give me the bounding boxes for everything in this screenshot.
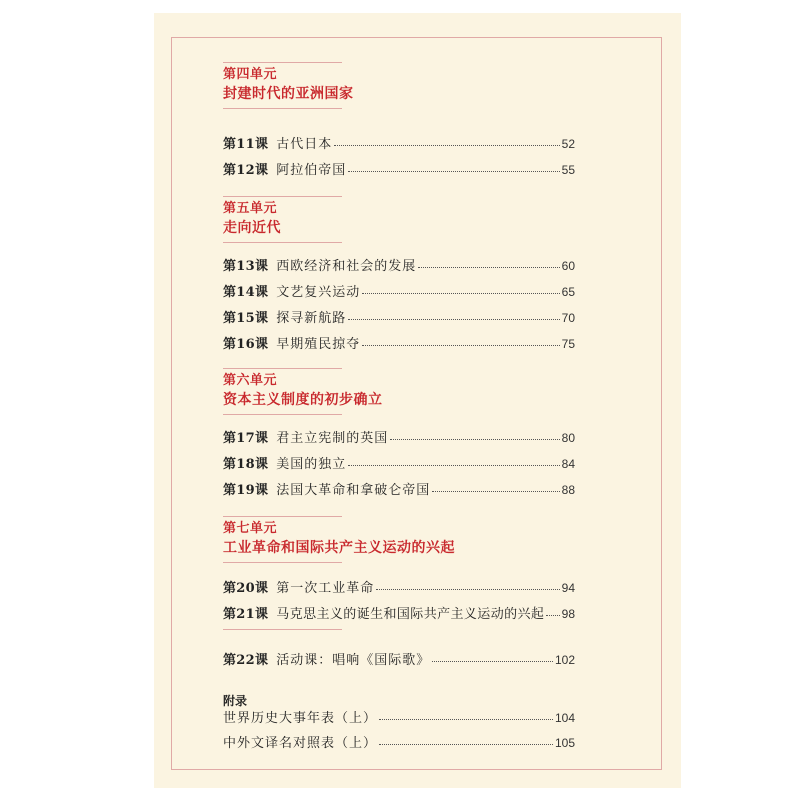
unit-rule: [223, 242, 342, 243]
page-number: 94: [561, 581, 575, 595]
appendix-title: 世界历史大事年表（上）: [223, 711, 378, 726]
appendix-heading: 附录: [223, 694, 248, 708]
lesson-title: 古代日本: [276, 137, 333, 152]
unit-title: 封建时代的亚洲国家: [223, 86, 354, 102]
lesson-number: 第14课: [223, 285, 269, 300]
dot-leader: [362, 345, 559, 346]
unit-rule: [223, 414, 342, 415]
unit-number: 第六单元: [223, 373, 278, 388]
dot-leader: [376, 589, 559, 590]
lesson-number: 第22课: [223, 653, 269, 668]
page-number: 84: [561, 457, 575, 471]
book-page: [154, 13, 681, 788]
unit-rule: [223, 368, 342, 369]
page-number: 80: [561, 431, 575, 445]
toc-entry-lesson-15[interactable]: [223, 310, 575, 327]
toc-entry-lesson-12[interactable]: [223, 162, 575, 179]
lesson-number: 第15课: [223, 311, 269, 326]
dot-leader: [390, 439, 559, 440]
unit-rule: [223, 196, 342, 197]
lesson-number: 第17课: [223, 431, 269, 446]
unit-title: 走向近代: [223, 220, 281, 236]
toc-entry-lesson-14[interactable]: [223, 284, 575, 301]
toc-entry-lesson-11[interactable]: [223, 136, 575, 153]
dot-leader: [379, 719, 553, 720]
dot-leader: [432, 491, 559, 492]
dot-leader: [379, 744, 553, 745]
lesson-number: 第21课: [223, 607, 269, 622]
appendix-title: 中外文译名对照表（上）: [223, 736, 378, 751]
page-number: 104: [554, 711, 575, 725]
unit-7-header: [223, 516, 623, 563]
lesson-title: 活动课：唱响《国际歌》: [276, 653, 431, 668]
lesson-number: 第19课: [223, 483, 269, 498]
page-number: 88: [561, 483, 575, 497]
dot-leader: [546, 615, 559, 616]
unit-rule: [223, 108, 342, 109]
page-number: 98: [561, 607, 575, 621]
unit-number: 第四单元: [223, 67, 278, 82]
unit-rule: [223, 562, 342, 563]
page-number: 55: [561, 163, 575, 177]
page-number: 70: [561, 311, 575, 325]
lesson-number: 第18课: [223, 457, 269, 472]
toc-entry-appendix-glossary[interactable]: [223, 735, 575, 752]
page-number: 52: [561, 137, 575, 151]
lesson-number: 第13课: [223, 259, 269, 274]
lesson-number: 第20课: [223, 581, 269, 596]
lesson-title: 探寻新航路: [276, 311, 347, 326]
dot-leader: [348, 465, 559, 466]
dot-leader: [432, 661, 553, 662]
page-number: 105: [554, 736, 575, 750]
toc-entry-appendix-chronology[interactable]: [223, 710, 575, 727]
toc-content: [172, 38, 661, 769]
unit-title: 工业革命和国际共产主义运动的兴起: [223, 540, 455, 556]
lesson-title: 第一次工业革命: [276, 581, 375, 596]
dot-leader: [362, 293, 559, 294]
unit-rule: [223, 516, 342, 517]
page-number: 65: [561, 285, 575, 299]
unit-4-header: [223, 62, 623, 109]
page-number: 102: [554, 653, 575, 667]
lesson-title: 君主立宪制的英国: [276, 431, 389, 446]
toc-entry-lesson-13[interactable]: [223, 258, 575, 275]
toc-entry-lesson-20[interactable]: [223, 580, 575, 597]
lesson-title: 文艺复兴运动: [276, 285, 361, 300]
page-number: 75: [561, 337, 575, 351]
toc-entry-lesson-19[interactable]: [223, 482, 575, 499]
lesson-number: 第16课: [223, 337, 269, 352]
unit-6-header: [223, 368, 623, 415]
lesson-number: 第12课: [223, 163, 269, 178]
lesson-title: 早期殖民掠夺: [276, 337, 361, 352]
unit-rule: [223, 62, 342, 63]
lesson-title: 西欧经济和社会的发展: [276, 259, 417, 274]
toc-entry-lesson-22[interactable]: [223, 652, 575, 669]
dot-leader: [334, 145, 559, 146]
lesson-title: 法国大革命和拿破仑帝国: [276, 483, 431, 498]
unit-number: 第七单元: [223, 521, 278, 536]
lesson-title: 阿拉伯帝国: [276, 163, 347, 178]
dot-leader: [418, 267, 559, 268]
section-rule: [223, 629, 342, 630]
toc-entry-lesson-16[interactable]: [223, 336, 575, 353]
unit-title: 资本主义制度的初步确立: [223, 392, 383, 408]
toc-entry-lesson-17[interactable]: [223, 430, 575, 447]
lesson-number: 第11课: [223, 137, 269, 152]
page-number: 60: [561, 259, 575, 273]
lesson-title: 马克思主义的诞生和国际共产主义运动的兴起: [276, 607, 545, 622]
toc-entry-lesson-21[interactable]: [223, 606, 575, 623]
dot-leader: [348, 319, 559, 320]
lesson-title: 美国的独立: [276, 457, 347, 472]
toc-entry-lesson-18[interactable]: [223, 456, 575, 473]
unit-5-header: [223, 196, 623, 243]
page-frame: [171, 37, 662, 770]
dot-leader: [348, 171, 559, 172]
unit-number: 第五单元: [223, 201, 278, 216]
